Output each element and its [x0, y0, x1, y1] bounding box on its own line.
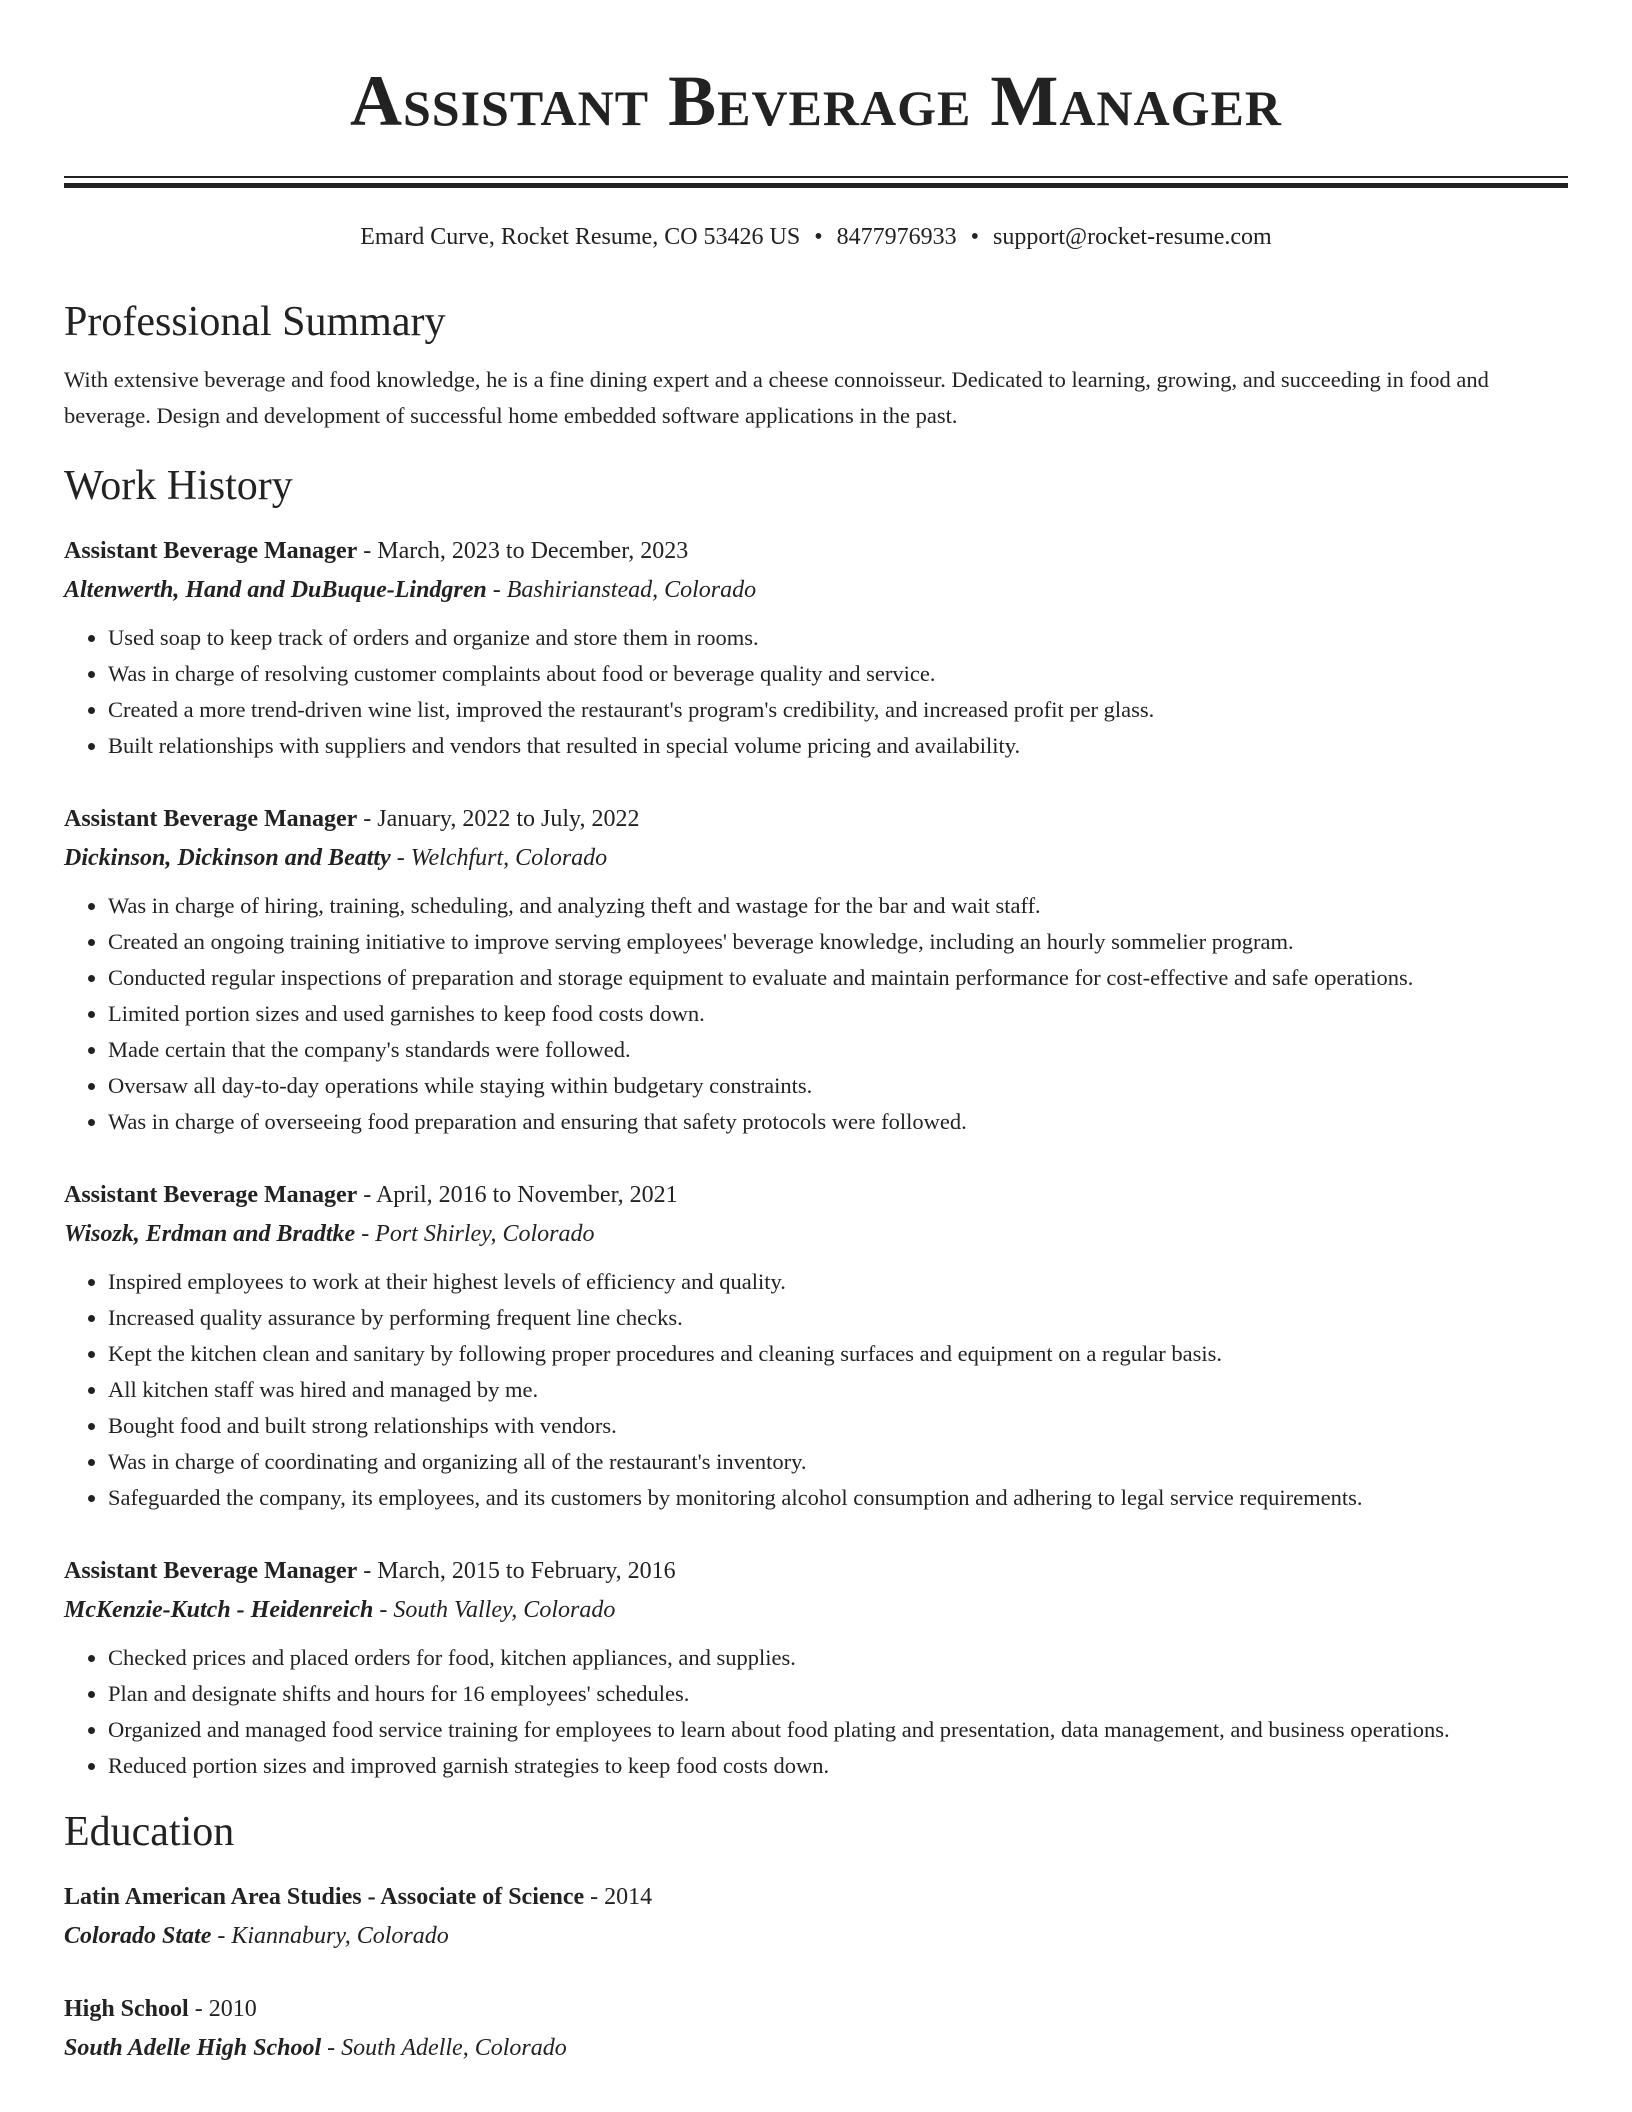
job-title: Assistant Beverage Manager — [64, 806, 358, 832]
job-bullets — [64, 620, 1568, 764]
contact-line — [64, 222, 1568, 252]
job-bullet: • Was in charge of coordinating and organizing all of the restaurant's inventory. — [108, 1444, 1568, 1480]
job-bullet: • Was in charge of hiring, training, scheduling, and analyzing theft and wastage for the bar and wait staff. — [108, 888, 1568, 924]
contact-separator: • — [970, 224, 980, 250]
education-year: - 2010 — [188, 1996, 257, 2022]
summary-text: With extensive beverage and food knowledge, he is a fine dining expert and a cheese connoisseur. Dedicated to learning, growing, and succeeding in food and beverage. Design and development of successful home embedded software applications in the past. — [64, 367, 1489, 428]
job-bullet: • Limited portion sizes and used garnishes to keep food costs down. — [108, 996, 1568, 1032]
job-bullet: • Created an ongoing training initiative to improve serving employees' beverage knowledge, including an hourly sommelier program. — [108, 924, 1568, 960]
job-bullet: • Was in charge of overseeing food preparation and ensuring that safety protocols were followed. — [108, 1104, 1568, 1140]
job-title: Assistant Beverage Manager — [64, 538, 358, 564]
job-company-line — [64, 570, 1568, 610]
job-company-line — [64, 1214, 1568, 1254]
education-entry — [64, 1990, 1568, 2068]
job-bullet: • Made certain that the company's standards were followed. — [108, 1032, 1568, 1068]
education-location: - South Adelle, Colorado — [321, 2035, 567, 2061]
job-company: Altenwerth, Hand and DuBuque-Lindgren — [64, 577, 487, 603]
job-dates: - March, 2023 to December, 2023 — [357, 538, 689, 564]
job-bullet: • Created a more trend-driven wine list, improved the restaurant's program's credibility, and increased profit per glass. — [108, 692, 1568, 728]
job-entry — [64, 800, 1568, 1140]
job-bullet: • Inspired employees to work at their highest levels of efficiency and quality. — [108, 1264, 1568, 1300]
education-degree-line — [64, 1878, 1568, 1916]
job-bullet: • Organized and managed food service training for employees to learn about food plating and presentation, data management, and business operations. — [108, 1712, 1568, 1748]
education-location: - Kiannabury, Colorado — [211, 1923, 449, 1949]
job-location: - Welchfurt, Colorado — [390, 845, 608, 871]
contact-email: support@rocket-resume.com — [993, 224, 1272, 250]
job-bullet: • Reduced portion sizes and improved garnish strategies to keep food costs down. — [108, 1748, 1568, 1784]
summary-heading: Professional Summary — [64, 299, 446, 345]
education-degree-line — [64, 1990, 1568, 2028]
job-company: Wisozk, Erdman and Bradtke — [64, 1221, 356, 1247]
education-degree: High School — [64, 1996, 189, 2022]
job-dates: - January, 2022 to July, 2022 — [357, 806, 640, 832]
job-bullet: • Safeguarded the company, its employees, and its customers by monitoring alcohol consumption and adhering to legal service requirements. — [108, 1480, 1568, 1516]
job-entry — [64, 1176, 1568, 1516]
job-title: Assistant Beverage Manager — [64, 1558, 358, 1584]
education-entry — [64, 1878, 1568, 1956]
resume-title: Assistant Beverage Manager — [349, 61, 1282, 141]
job-bullet: • Kept the kitchen clean and sanitary by following proper procedures and cleaning surfaces and equipment on a regular basis. — [108, 1336, 1568, 1372]
education-school-line — [64, 2028, 1568, 2068]
job-title: Assistant Beverage Manager — [64, 1182, 358, 1208]
job-bullet: • Plan and designate shifts and hours for 16 employees' schedules. — [108, 1676, 1568, 1712]
job-bullets — [64, 888, 1568, 1140]
job-dates: - April, 2016 to November, 2021 — [357, 1182, 678, 1208]
job-bullets — [64, 1640, 1568, 1784]
education-school-line — [64, 1916, 1568, 1956]
job-company: McKenzie-Kutch - Heidenreich — [64, 1597, 374, 1623]
job-title-line — [64, 800, 1568, 838]
education-school: South Adelle High School — [64, 2035, 322, 2061]
education-school: Colorado State — [64, 1923, 212, 1949]
job-location: - Bashirianstead, Colorado — [486, 577, 757, 603]
job-entry — [64, 532, 1568, 764]
education-degree: Latin American Area Studies - Associate of Science — [64, 1884, 585, 1910]
job-dates: - March, 2015 to February, 2016 — [357, 1558, 676, 1584]
contact-address: Emard Curve, Rocket Resume, CO 53426 US — [360, 224, 801, 250]
job-title-line — [64, 1176, 1568, 1214]
education-year: - 2014 — [584, 1884, 653, 1910]
contact-phone: 8477976933 — [836, 224, 957, 250]
job-entry — [64, 1552, 1568, 1784]
job-bullet: • Oversaw all day-to-day operations while staying within budgetary constraints. — [108, 1068, 1568, 1104]
job-bullet: • Built relationships with suppliers and vendors that resulted in special volume pricing and availability. — [108, 728, 1568, 764]
job-bullet: • Was in charge of resolving customer complaints about food or beverage quality and service. — [108, 656, 1568, 692]
job-location: - South Valley, Colorado — [373, 1597, 616, 1623]
job-title-line — [64, 1552, 1568, 1590]
job-bullet: • Checked prices and placed orders for food, kitchen appliances, and supplies. — [108, 1640, 1568, 1676]
job-location: - Port Shirley, Colorado — [355, 1221, 595, 1247]
education-heading: Education — [64, 1809, 235, 1855]
job-company: Dickinson, Dickinson and Beatty — [64, 845, 391, 871]
job-bullet: • Conducted regular inspections of preparation and storage equipment to evaluate and maintain performance for cost-effective and safe operations. — [108, 960, 1568, 996]
job-company-line — [64, 1590, 1568, 1630]
work-history-heading: Work History — [64, 463, 293, 509]
title-divider — [64, 176, 1568, 188]
job-bullet: • All kitchen staff was hired and managed by me. — [108, 1372, 1568, 1408]
job-company-line — [64, 838, 1568, 878]
job-bullet: • Used soap to keep track of orders and organize and store them in rooms. — [108, 620, 1568, 656]
job-bullets — [64, 1264, 1568, 1516]
job-bullet: • Bought food and built strong relationships with vendors. — [108, 1408, 1568, 1444]
job-bullet: • Increased quality assurance by performing frequent line checks. — [108, 1300, 1568, 1336]
contact-separator: • — [814, 224, 823, 250]
job-title-line — [64, 532, 1568, 570]
